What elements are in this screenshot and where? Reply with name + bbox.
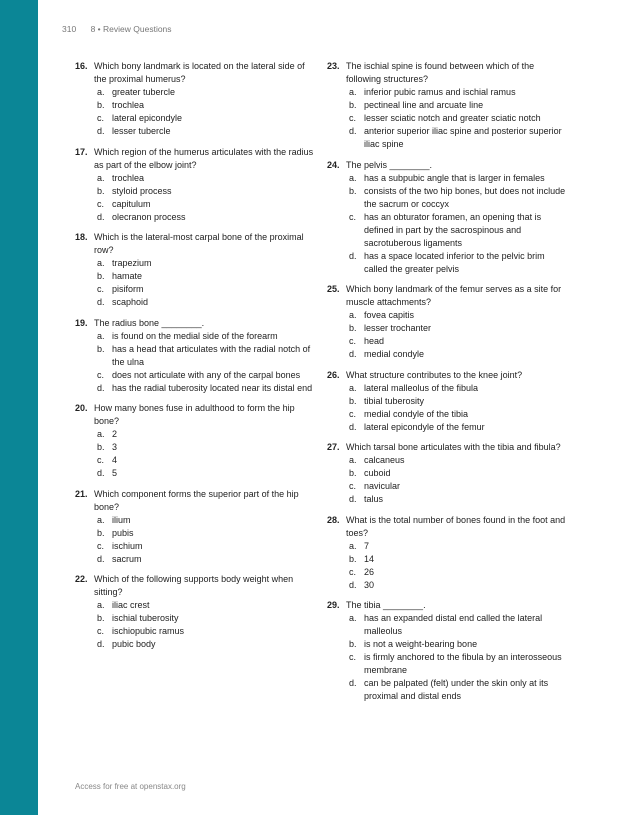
option-letter: b. [97, 442, 105, 452]
question-text: How many bones fuse in adulthood to form the hip bone? [94, 403, 295, 426]
option-letter: d. [349, 349, 357, 359]
option-letter: a. [97, 172, 105, 183]
answer-option [327, 454, 567, 467]
side-bar [0, 0, 38, 815]
option-text: 26 [364, 566, 375, 577]
option-letter: b. [97, 343, 105, 354]
answer-option [327, 540, 567, 553]
option-text: lesser trochanter [364, 323, 432, 333]
option-letter: d. [97, 126, 105, 136]
answer-options [327, 382, 567, 434]
option-letter: a. [97, 429, 105, 439]
option-letter: d. [97, 211, 105, 222]
option-letter: d. [349, 494, 357, 504]
answer-option [327, 421, 567, 434]
question-stem [327, 599, 567, 612]
question-stem [327, 283, 567, 309]
answer-option [327, 579, 567, 592]
answer-option [327, 677, 567, 703]
option-letter: c. [97, 455, 105, 465]
answer-option [75, 553, 315, 566]
option-text: navicular [364, 481, 401, 491]
answer-option [75, 330, 315, 343]
question-number: 21. [75, 488, 88, 499]
option-letter: d. [97, 553, 105, 564]
answer-option [327, 553, 567, 566]
question-number: 23. [327, 61, 340, 71]
right-column [327, 60, 567, 711]
option-letter: c. [97, 113, 105, 123]
question-text: Which component forms the superior part of the hip bone? [94, 488, 299, 512]
answer-option [75, 257, 315, 270]
answer-option [327, 309, 567, 322]
option-text: pubis [112, 527, 134, 538]
question [327, 441, 567, 506]
option-letter: b. [349, 395, 357, 406]
option-text: does not articulate with any of the carpal bones [112, 369, 301, 380]
question [75, 146, 315, 224]
answer-options [327, 172, 567, 276]
question-text: The radius bone ________. [94, 317, 205, 328]
option-letter: c. [349, 408, 357, 419]
answer-option [327, 172, 567, 185]
answer-option [75, 185, 315, 198]
header-bullet: • [97, 24, 101, 34]
answer-option [327, 86, 567, 99]
option-letter: c. [97, 369, 105, 380]
answer-option [75, 112, 315, 125]
option-text: styloid process [112, 185, 172, 196]
option-letter: a. [97, 514, 105, 525]
answer-option [75, 428, 315, 441]
answer-option [327, 638, 567, 651]
option-letter: b. [349, 639, 357, 649]
answer-option [327, 467, 567, 480]
option-text: scaphoid [112, 297, 149, 307]
question-stem [75, 146, 315, 172]
question [75, 488, 315, 566]
option-letter: d. [349, 579, 357, 590]
question [327, 159, 567, 276]
answer-options [327, 309, 567, 361]
option-letter: b. [97, 100, 105, 110]
option-letter: c. [97, 540, 105, 551]
option-letter: a. [349, 172, 357, 183]
answer-option [75, 454, 315, 467]
left-column [75, 60, 315, 659]
option-letter: c. [349, 481, 357, 491]
option-text: capitulum [112, 198, 151, 209]
answer-option [75, 540, 315, 553]
question-number: 18. [75, 232, 88, 242]
answer-option [75, 125, 315, 138]
option-text: trochlea [112, 172, 145, 183]
question-text: Which bony landmark of the femur serves as a site for muscle attachments? [346, 284, 562, 307]
answer-option [327, 185, 567, 211]
answer-option [327, 493, 567, 506]
question-stem [75, 317, 315, 330]
answer-option [327, 395, 567, 408]
question-text: Which tarsal bone articulates with the tibia and fibula? [346, 442, 561, 452]
option-text: lateral epicondyle of the femur [364, 421, 485, 432]
answer-option [327, 480, 567, 493]
answer-options [75, 514, 315, 566]
question [75, 402, 315, 480]
option-letter: d. [349, 250, 357, 261]
question-number: 25. [327, 284, 340, 294]
option-letter: a. [349, 87, 357, 97]
option-text: is not a weight-bearing bone [364, 639, 478, 649]
option-text: consists of the two hip bones, but does not include the sacrum or coccyx [364, 185, 566, 209]
answer-options [327, 612, 567, 703]
question [327, 369, 567, 434]
answer-option [75, 625, 315, 638]
option-text: 3 [112, 442, 118, 452]
option-text: pisiform [112, 284, 144, 294]
option-text: can be palpated (felt) under the skin only at its proximal and distal ends [364, 678, 549, 701]
answer-option [327, 322, 567, 335]
question-stem [75, 402, 315, 428]
question-text: The pelvis ________. [346, 159, 433, 170]
answer-option [75, 514, 315, 527]
option-text: sacrum [112, 553, 142, 564]
answer-options [75, 599, 315, 651]
question [327, 60, 567, 151]
question-number: 27. [327, 442, 340, 452]
question-number: 28. [327, 514, 340, 525]
option-text: lateral epicondyle [112, 113, 183, 123]
option-text: ischiopubic ramus [112, 626, 185, 636]
answer-option [75, 467, 315, 480]
option-text: has the radial tuberosity located near its distal end [112, 382, 313, 393]
question [327, 599, 567, 703]
option-letter: a. [97, 600, 105, 610]
option-letter: b. [97, 613, 105, 623]
option-text: lesser tubercle [112, 126, 171, 136]
answer-option [327, 112, 567, 125]
option-text: greater tubercle [112, 87, 176, 97]
option-text: lateral malleolus of the fibula [364, 382, 479, 393]
option-text: trochlea [112, 100, 145, 110]
option-text: calcaneus [364, 455, 405, 465]
question-text: Which bony landmark is located on the lateral side of the proximal humerus? [94, 61, 305, 84]
option-letter: c. [349, 211, 357, 222]
answer-option [327, 335, 567, 348]
question-stem [75, 488, 315, 514]
option-text: has a subpubic angle that is larger in females [364, 172, 545, 183]
answer-options [327, 454, 567, 506]
option-text: lesser sciatic notch and greater sciatic notch [364, 113, 541, 123]
option-letter: c. [349, 113, 357, 123]
option-letter: a. [349, 310, 357, 320]
option-letter: a. [349, 382, 357, 393]
chapter-number: 8 [90, 24, 96, 34]
answer-option [327, 99, 567, 112]
option-text: inferior pubic ramus and ischial ramus [364, 87, 516, 97]
question [75, 317, 315, 395]
option-text: talus [364, 494, 384, 504]
question-number: 24. [327, 159, 340, 170]
answer-option [75, 283, 315, 296]
option-text: has a space located inferior to the pelvic brim called the greater pelvis [364, 250, 545, 274]
option-text: olecranon process [112, 211, 186, 222]
answer-option [327, 125, 567, 151]
option-letter: b. [349, 553, 357, 564]
answer-option [75, 527, 315, 540]
answer-option [327, 250, 567, 276]
option-text: has an expanded distal end called the lateral malleolus [364, 613, 543, 636]
option-letter: c. [349, 336, 357, 346]
option-letter: a. [97, 330, 105, 341]
question-stem [327, 369, 567, 382]
question-stem [327, 60, 567, 86]
option-letter: c. [349, 566, 357, 577]
option-letter: b. [349, 185, 357, 196]
option-text: has an obturator foramen, an opening that is defined in part by the sacrospinous and sacrotuberous ligaments [364, 211, 542, 248]
question-stem [75, 573, 315, 599]
question [75, 573, 315, 651]
answer-options [327, 540, 567, 592]
option-text: medial condyle [364, 349, 425, 359]
answer-option [75, 599, 315, 612]
option-letter: b. [97, 185, 105, 196]
option-text: head [364, 336, 385, 346]
option-text: tibial tuberosity [364, 395, 425, 406]
answer-option [327, 566, 567, 579]
answer-option [75, 211, 315, 224]
answer-option [75, 441, 315, 454]
option-letter: a. [97, 258, 105, 268]
option-text: fovea capitis [364, 310, 415, 320]
answer-option [327, 651, 567, 677]
option-letter: d. [97, 297, 105, 307]
option-letter: b. [349, 100, 357, 110]
option-text: 30 [364, 579, 375, 590]
page-header [62, 24, 172, 34]
option-text: ischium [112, 540, 143, 551]
option-letter: b. [97, 271, 105, 281]
answer-option [327, 612, 567, 638]
option-letter: d. [349, 678, 357, 688]
option-text: cuboid [364, 468, 391, 478]
answer-options [75, 172, 315, 224]
option-letter: d. [97, 639, 105, 649]
option-letter: a. [349, 613, 357, 623]
option-text: pubic body [112, 639, 156, 649]
question-number: 22. [75, 574, 88, 584]
option-text: 5 [112, 468, 118, 478]
option-letter: a. [349, 540, 357, 551]
answer-options [75, 330, 315, 395]
question-number: 29. [327, 600, 340, 610]
question-number: 19. [75, 317, 88, 328]
answer-option [75, 343, 315, 369]
answer-option [75, 86, 315, 99]
question-stem [75, 60, 315, 86]
option-text: 2 [112, 429, 118, 439]
answer-option [75, 369, 315, 382]
question [327, 283, 567, 361]
question-number: 16. [75, 61, 88, 71]
question-text: Which is the lateral-most carpal bone of the proximal row? [94, 232, 304, 255]
option-letter: c. [97, 284, 105, 294]
question-text: The tibia ________. [346, 600, 426, 610]
answer-option [75, 270, 315, 283]
question-number: 26. [327, 369, 340, 380]
answer-option [75, 172, 315, 185]
option-text: anterior superior iliac spine and posterior superior iliac spine [364, 126, 562, 149]
option-letter: d. [97, 468, 105, 478]
option-letter: b. [349, 323, 357, 333]
answer-options [75, 257, 315, 309]
question [75, 231, 315, 309]
question-stem [327, 441, 567, 454]
answer-option [327, 408, 567, 421]
option-letter: a. [97, 87, 105, 97]
option-letter: c. [97, 198, 105, 209]
option-letter: c. [97, 626, 105, 636]
question [327, 514, 567, 592]
option-letter: a. [349, 455, 357, 465]
answer-option [75, 382, 315, 395]
option-letter: d. [349, 126, 357, 136]
option-text: is found on the medial side of the forearm [112, 330, 278, 341]
option-letter: c. [349, 652, 357, 662]
option-letter: b. [349, 468, 357, 478]
option-text: has a head that articulates with the radial notch of the ulna [112, 343, 311, 367]
question-text: What structure contributes to the knee joint? [346, 369, 523, 380]
question-text: Which of the following supports body weight when sitting? [94, 574, 294, 597]
option-letter: d. [349, 421, 357, 432]
question-text: What is the total number of bones found in the foot and toes? [346, 514, 566, 538]
option-text: trapezium [112, 258, 152, 268]
question-stem [327, 514, 567, 540]
answer-options [327, 86, 567, 151]
option-text: iliac crest [112, 600, 150, 610]
option-text: is firmly anchored to the fibula by an interosseous membrane [364, 652, 562, 675]
answer-option [75, 612, 315, 625]
option-letter: d. [97, 382, 105, 393]
answer-option [327, 348, 567, 361]
option-text: 7 [364, 540, 370, 551]
option-text: medial condyle of the tibia [364, 408, 469, 419]
question-stem [327, 159, 567, 172]
question-stem [75, 231, 315, 257]
option-text: ischial tuberosity [112, 613, 179, 623]
option-text: 4 [112, 455, 118, 465]
answer-options [75, 428, 315, 480]
page-number: 310 [62, 24, 77, 34]
option-text: hamate [112, 271, 143, 281]
question-number: 17. [75, 146, 88, 157]
answer-option [327, 382, 567, 395]
answer-option [327, 211, 567, 250]
page-footer: Access for free at openstax.org [75, 782, 186, 791]
question-number: 20. [75, 403, 88, 413]
section-title: Review Questions [103, 24, 172, 34]
question-text: The ischial spine is found between which of the following structures? [346, 61, 535, 84]
option-text: ilium [112, 514, 131, 525]
answer-option [75, 99, 315, 112]
answer-options [75, 86, 315, 138]
option-letter: b. [97, 527, 105, 538]
option-text: pectineal line and arcuate line [364, 100, 484, 110]
question-text: Which region of the humerus articulates with the radius as part of the elbow joint? [94, 146, 314, 170]
answer-option [75, 638, 315, 651]
option-text: 14 [364, 553, 375, 564]
answer-option [75, 198, 315, 211]
question [75, 60, 315, 138]
answer-option [75, 296, 315, 309]
